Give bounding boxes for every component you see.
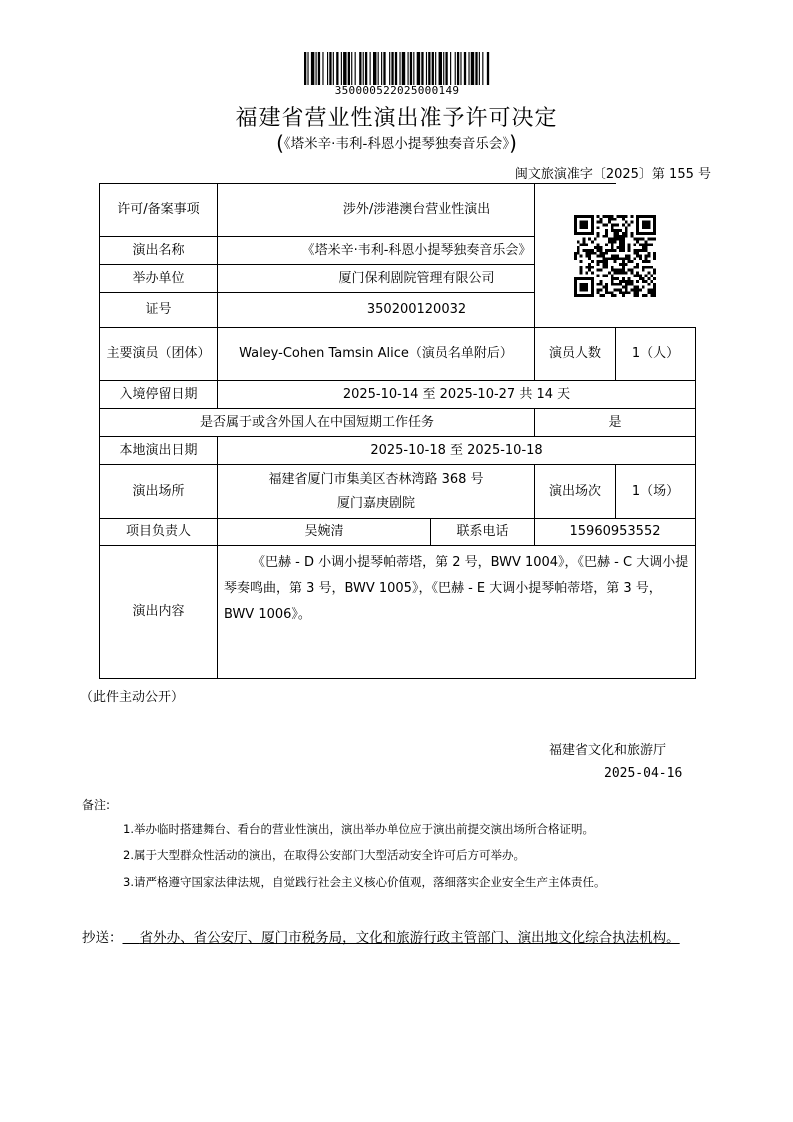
cert-no-label: 证号: [100, 293, 218, 328]
qr-code-image: [574, 215, 656, 297]
venue-address: 福建省厦门市集美区杏林湾路 368 号: [268, 471, 484, 487]
stay-dates-label: 入境停留日期: [100, 381, 218, 409]
issue-date: 2025-04-16: [604, 766, 683, 781]
show-count-label: 演出场次: [535, 465, 616, 519]
permit-type-value: 涉外/涉港澳台营业性演出: [218, 184, 616, 237]
performer-count-value: 1（人）: [616, 328, 696, 381]
public-note: （此件主动公开）: [80, 690, 185, 705]
local-dates-value: 2025-10-18 至 2025-10-18: [218, 437, 696, 465]
issuer-org: 福建省文化和旅游厅: [549, 743, 667, 758]
note-item: 3.请严格遵守国家法律法规，自觉践行社会主义核心价值观，落细落实企业安全生产主体责任。: [123, 875, 606, 889]
subtitle-text: 《塔米辛·韦利-科恩小提琴独奏音乐会》: [283, 136, 510, 152]
barcode-image: [304, 52, 490, 85]
short-term-work-value: 是: [535, 409, 696, 437]
note-item: 2.属于大型群众性活动的演出，在取得公安部门大型活动安全许可后方可举办。: [123, 848, 525, 862]
venue-name: 厦门嘉庚剧院: [336, 495, 415, 511]
cc-value: 省外办、省公安厅、厦门市税务局，文化和旅游行政主管部门、演出地文化综合执法机构。: [139, 930, 680, 946]
organizer-value: 厦门保利剧院管理有限公司: [218, 265, 616, 293]
performers-value: Waley-Cohen Tamsin Alice（演员名单附后）: [218, 328, 535, 381]
manager-value: 吴婉清: [218, 519, 431, 546]
phone-value: 15960953552: [535, 519, 696, 546]
organizer-label: 举办单位: [100, 265, 218, 293]
short-term-work-label: 是否属于或含外国人在中国短期工作任务: [100, 409, 535, 437]
document-number: 闽文旅演准字〔2025〕第 155 号: [514, 167, 711, 182]
content-value: [218, 546, 696, 679]
cc-section: [82, 926, 714, 951]
cc-list: [123, 930, 680, 946]
phone-label: 联系电话: [431, 519, 535, 546]
venue-label: 演出场所: [100, 465, 218, 519]
qr-cell: [535, 184, 694, 327]
venue-value: [218, 465, 535, 519]
document-title: 福建省营业性演出准予许可决定: [235, 106, 558, 131]
content-label: 演出内容: [100, 546, 218, 679]
note-item: 1.举办临时搭建舞台、看台的营业性演出，演出举办单位应于演出前提交演出场所合格证明。: [123, 822, 594, 836]
show-name-label: 演出名称: [100, 237, 218, 265]
content-text: 《巴赫 - D 小调小提琴帕蒂塔，第 2 号，BWV 1004》，《巴赫 - C 大调小提琴奏鸣曲，第 3 号，BWV 1005》，《巴赫 - E 大调小提琴帕蒂塔，第 3 号，BWV 1006》。: [224, 555, 689, 622]
cc-label: 抄送：: [82, 930, 123, 946]
performers-label: 主要演员（团体）: [100, 328, 218, 381]
performer-count-label: 演员人数: [535, 328, 616, 381]
local-dates-label: 本地演出日期: [100, 437, 218, 465]
manager-label: 项目负责人: [100, 519, 218, 546]
stay-dates-value: 2025-10-14 至 2025-10-27 共 14 天: [218, 381, 696, 409]
notes-label: 备注:: [82, 798, 111, 812]
cert-no-value: 350200120032: [218, 293, 616, 328]
qr-cell-border-left: [534, 184, 535, 327]
barcode-number: 350000522025000149: [334, 84, 460, 97]
show-count-value: 1（场）: [616, 465, 696, 519]
document-subtitle: (《塔米辛·韦利-科恩小提琴独奏音乐会》): [276, 131, 517, 155]
show-name-value: 《塔米辛·韦利-科恩小提琴独奏音乐会》: [218, 237, 616, 265]
permit-type-label: 许可/备案事项: [100, 184, 218, 237]
